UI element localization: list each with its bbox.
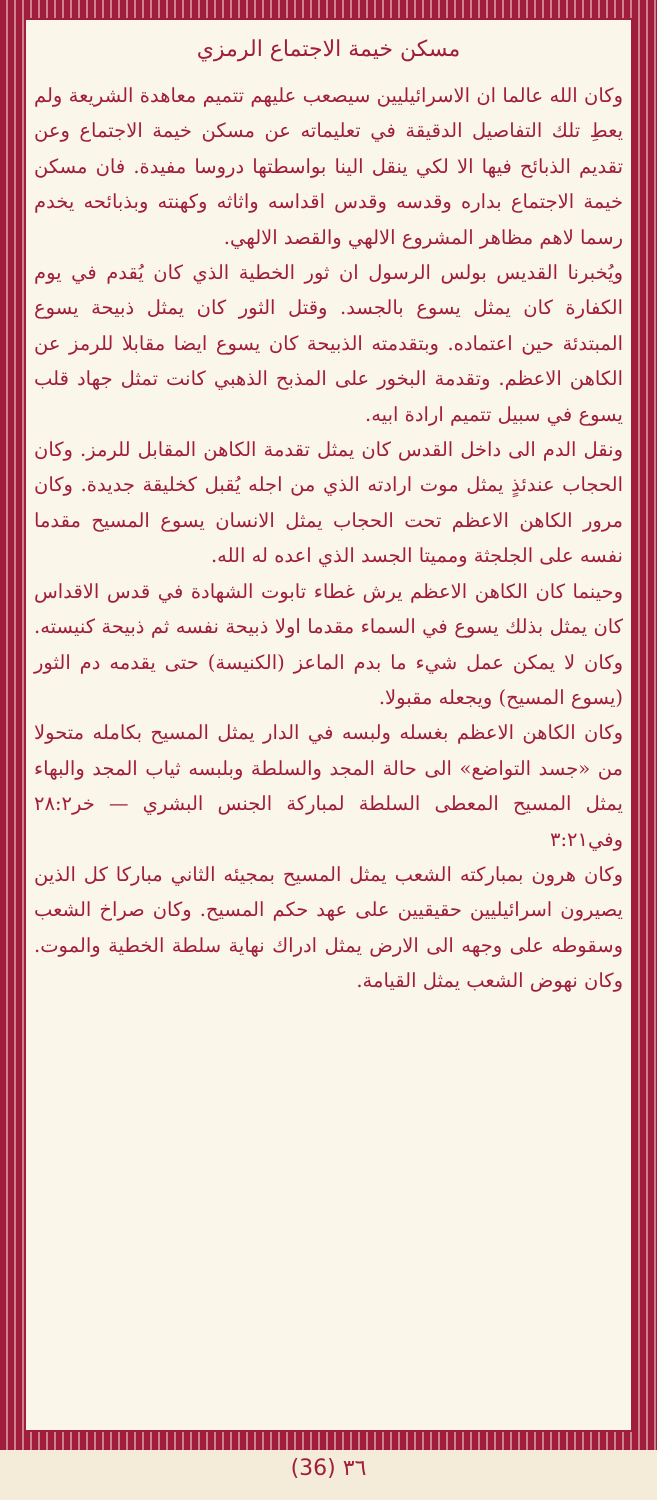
paragraph-3: ونقل الدم الى داخل القدس كان يمثل تقدمة الكاهن المقابل للرمز. وكان الحجاب عندئذٍ يمثل موت ارادته الذي من اجله يُقبل كخليقة جديدة. وكان مرور الكاهن الاعظم تحت الحجاب يمثل الانسان يسوع المسيح مقدما نفسه على الجلجثة ومميتا الجسد الذي اعده له الله. bbox=[34, 438, 623, 568]
page-number: (36) ٣٦ bbox=[290, 1456, 367, 1481]
paragraph-2: ويُخبرنا القديس بولس الرسول ان ثور الخطية الذي كان يُقدم في يوم الكفارة كان يمثل يسوع بالجسد. وقتل الثور كان يمثل ذبيحة يسوع المبتدئة حين اعتماده. وبتقدمته الذبيحة كان يسوع ايضا مقابلا للرمز عن الكاهن الاعظم. وتقدمة البخور على المذبح الذهبي كانت تمثل جهاد قلب يسوع في سبيل تتميم ارادة ابيه. bbox=[34, 261, 623, 426]
paragraph-1: وكان الله عالما ان الاسرائيليين سيصعب عليهم تتميم معاهدة الشريعة ولم يعطِ تلك التفاصيل الدقيقة في تعليماته عن مسكن خيمة الاجتماع وعن تقديم الذبائح فيها الا لكي ينقل الينا بواسطتها دروسا مفيدة. فان مسكن خيمة الاجتماع بداره وقدسه وقدس اقداسه واثاثه وكهنته وبذبائحه يخدم رسما لاهم مظاهر المشروع الالهي والقصد الالهي. bbox=[34, 84, 623, 249]
paragraph-4: وحينما كان الكاهن الاعظم يرش غطاء تابوت الشهادة في قدس الاقداس كان يمثل بذلك يسوع في السماء مقدما اولا ذبيحة نفسه ثم ذبيحة كنيسته. وكان لا يمكن عمل شيء ما بدم الماعز (الكنيسة) حتى يقدمه دم الثور (يسوع المسيح) ويجعله مقبولا. bbox=[34, 579, 623, 709]
page-content bbox=[24, 18, 633, 1432]
page-title: مسكن خيمة الاجتماع الرمزي bbox=[196, 37, 461, 62]
paragraph-5: وكان الكاهن الاعظم بغسله ولبسه في الدار يمثل المسيح بكامله متحولا من «جسد التواضع» الى حالة المجد والسلطة وبلبسه ثياب المجد والبهاء يمثل المسيح المعطى السلطة لمباركة الجنس البشري — خر٢٨:٢ وفي٣:٢١ bbox=[34, 721, 623, 851]
paragraph-6: وكان هرون بمباركته الشعب يمثل المسيح بمجيئه الثاني مباركا كل الذين يصيرون اسرائيليين حقيقيين على عهد حكم المسيح. وكان صراخ الشعب وسقوطه على وجهه الى الارض يمثل ادراك نهاية سلطة الخطية والموت. وكان نهوض الشعب يمثل القيامة. bbox=[34, 862, 623, 993]
